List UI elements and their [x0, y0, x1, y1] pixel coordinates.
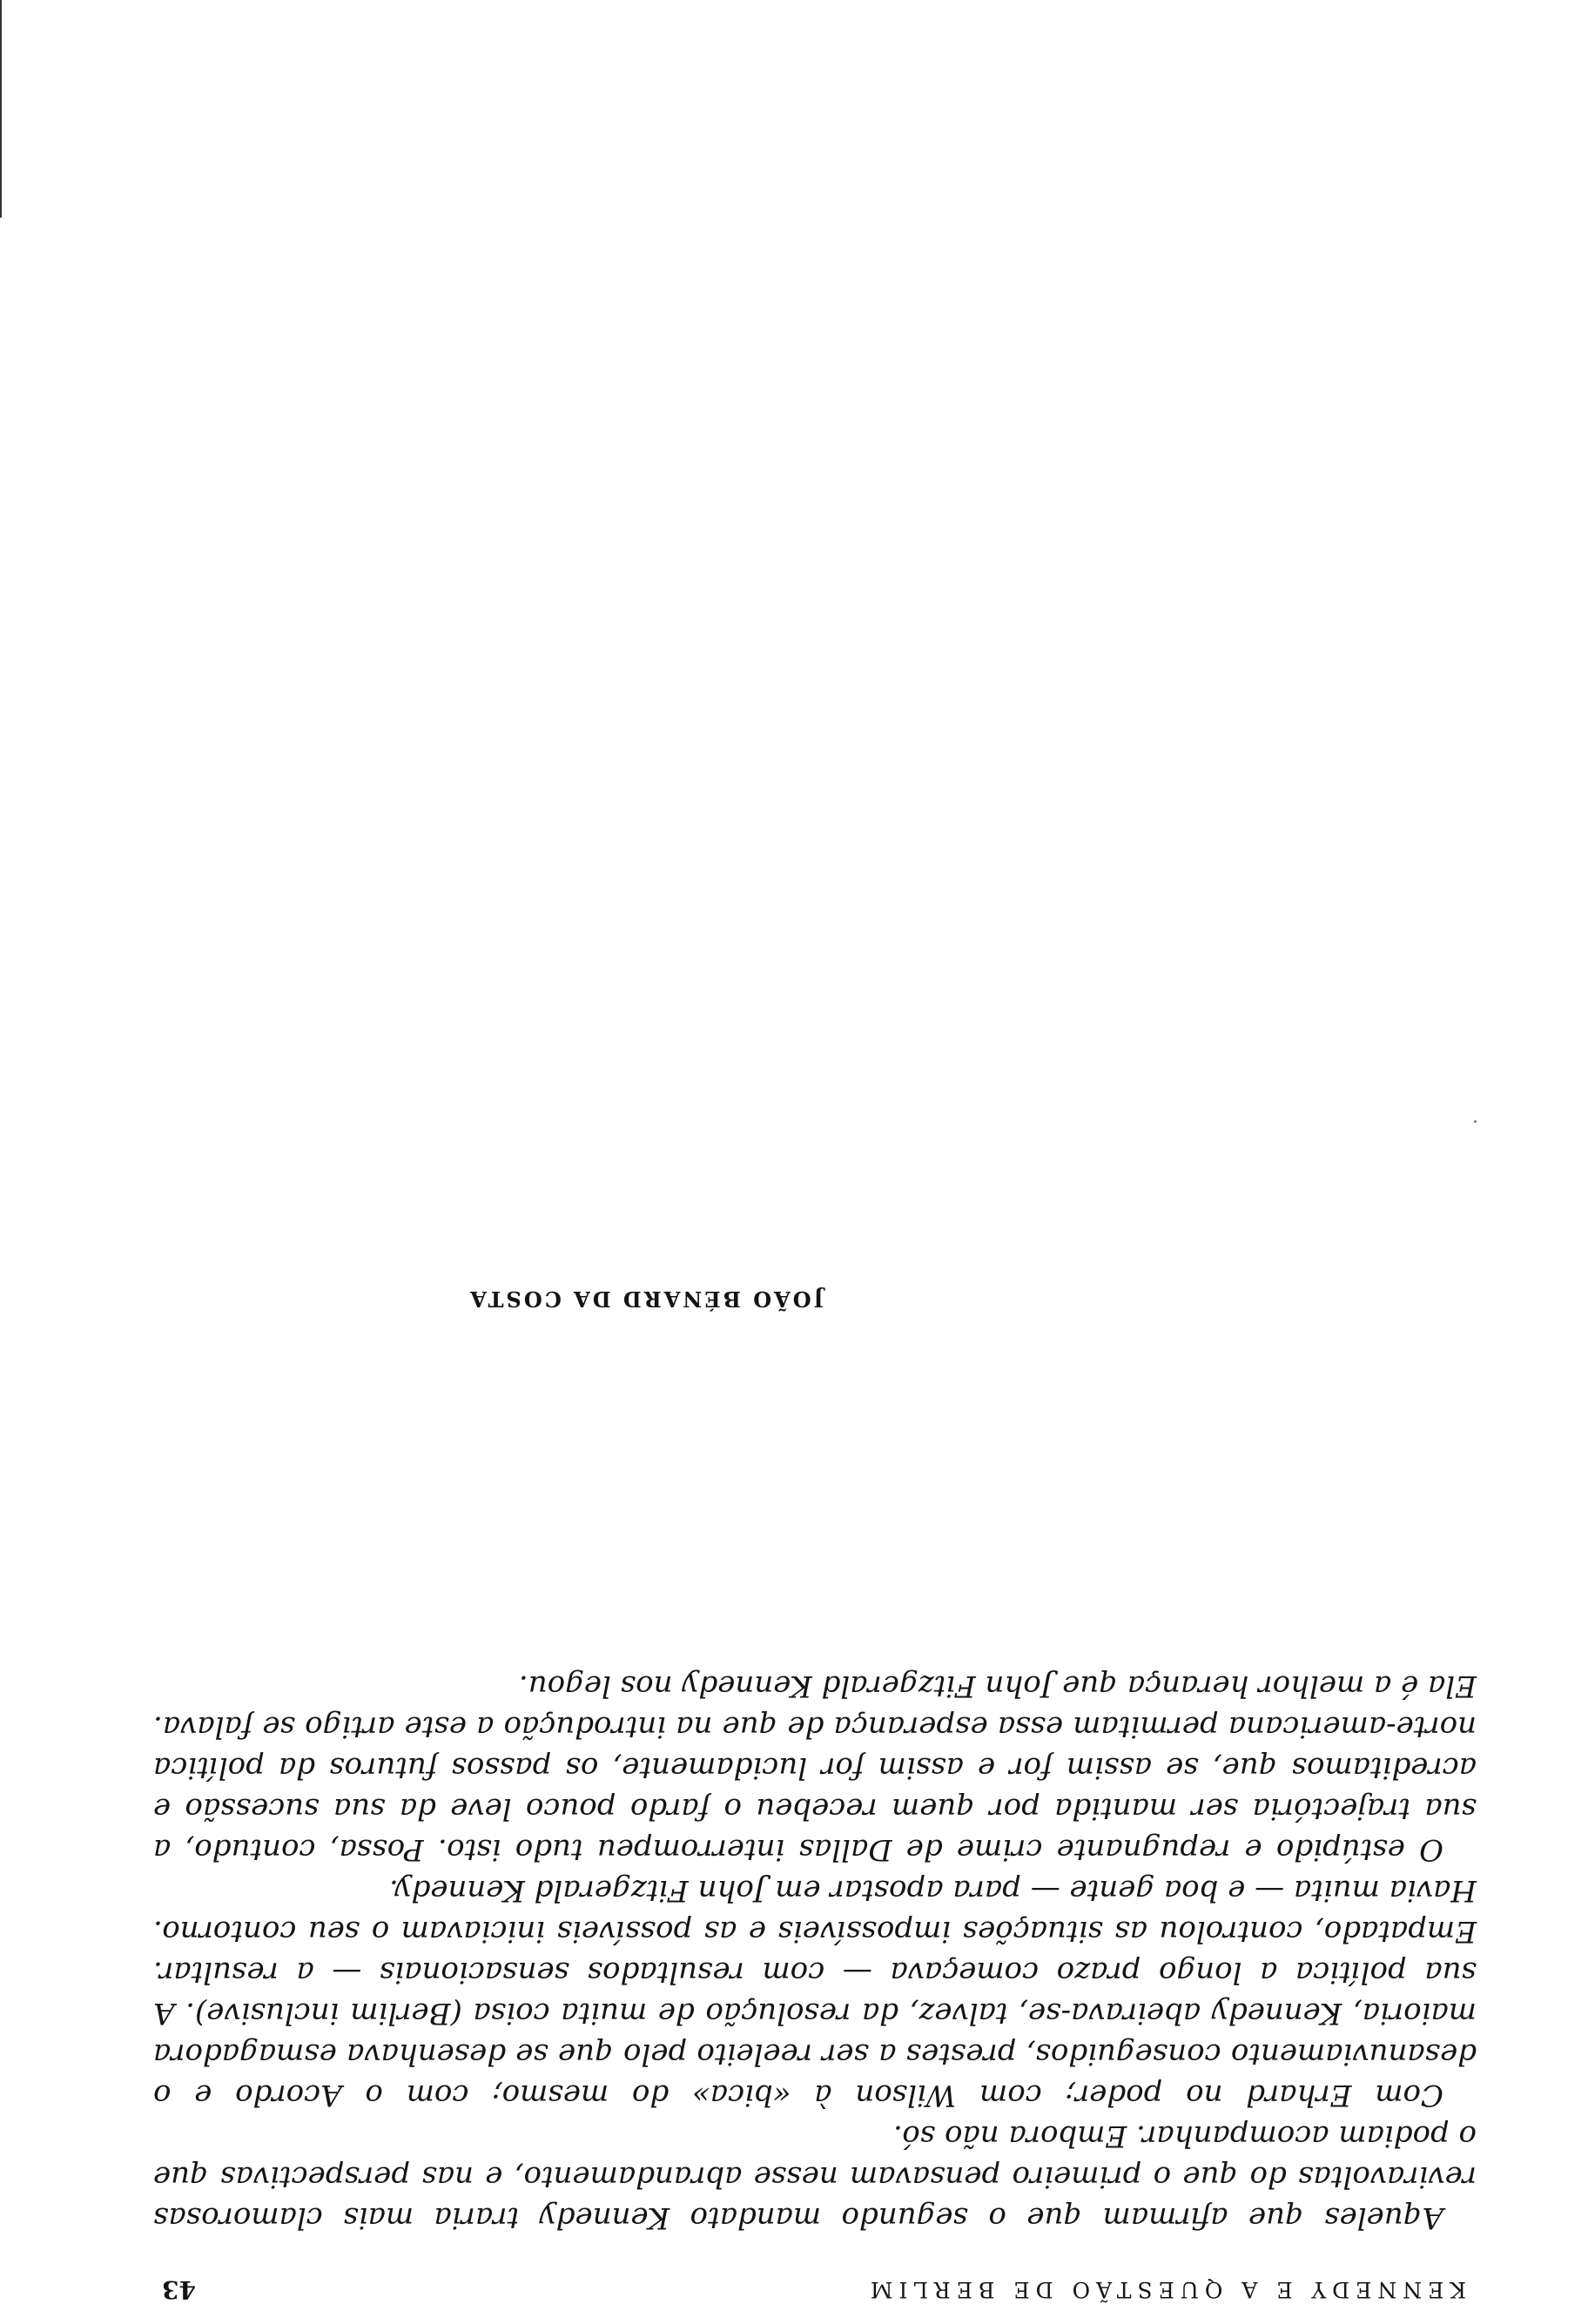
scan-edge-shadow [0, 0, 2, 218]
paragraph-1: Aqueles que afirmam que o segundo mandato Kennedy traria mais clamorosas reviravoltas do que o primeiro pensavam nesse abrandamento, e nas perspectivas que o podiam acompanhar. Embora não só. [153, 2119, 1477, 2235]
running-head [153, 2269, 1477, 2304]
paragraph-3: O estúpido e repugnante crime de Dallas interrompeu tudo isto. Possa, contudo, a sua trajectória ser mantida por quem recebeu o fardo pouco leve da sua sucessão e acreditamos que, se assim for e assim for lucidamente, os passos futuros da política norte-americana permitam essa esperança de que na introdução a este artigo se falava. Ela é a melhor herança que John Fitzgerald Kennedy nos legou. [153, 1669, 1477, 1867]
scan-speck [1474, 1120, 1477, 1123]
running-title: KENNEDY E A QUESTÃO DE BERLIM [864, 2277, 1466, 2302]
author-signature: JOÃO BÉNARD DA COSTA [468, 1286, 824, 1312]
article-body [153, 1665, 1477, 2238]
paragraph-2: Com Erhard no poder; com Wilson à «bica» do mesmo; com o Acordo e o desanuviamento conseguidos, prestes a ser reeleito pelo que se desenhava esmagadora maioria, Kennedy abeirava-se, talvez, da resolução de muita coisa (Berlim inclusive). A sua política a longo prazo começava — com resultados sensacionais — a resultar. Empatado, controlou as situações impossíveis e as possíveis iniciavam o seu contorno. Havia muita — e boa gente — para apostar em John Fitzgerald Kennedy. [153, 1873, 1477, 2112]
page-number: 43 [162, 2275, 196, 2304]
page-content-rotated [153, 1286, 1477, 2304]
